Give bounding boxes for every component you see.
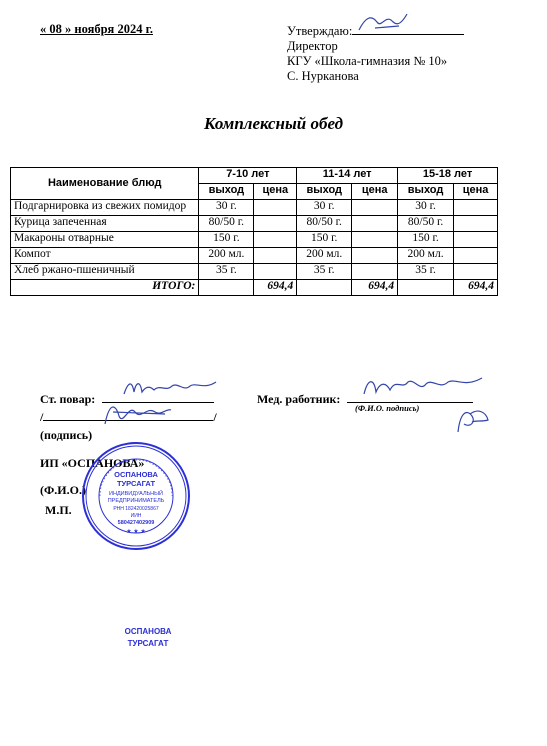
fio-sign-caption: (Ф.И.О. подпись) <box>355 403 420 413</box>
cook-handwritten-name <box>120 376 220 400</box>
total-value: 694,4 <box>352 280 398 296</box>
dish-yield: 150 г. <box>297 232 352 248</box>
company-stamp <box>80 440 192 552</box>
table-row <box>11 248 498 264</box>
yield-header: выход <box>398 184 454 200</box>
table-row <box>11 232 498 248</box>
dish-yield: 30 г. <box>199 200 254 216</box>
dish-price <box>352 216 398 232</box>
director-signature <box>355 8 415 36</box>
dish-price <box>254 216 297 232</box>
med-signature-scribble <box>452 404 492 436</box>
dish-price <box>254 232 297 248</box>
cook-label: Ст. повар: <box>40 392 96 406</box>
dish-price <box>352 248 398 264</box>
table-header-row <box>11 168 498 184</box>
dish-yield: 80/50 г. <box>199 216 254 232</box>
fio-label: (Ф.И.О.) <box>40 483 86 497</box>
dish-price <box>454 248 498 264</box>
stamp-impression <box>108 620 188 660</box>
dish-price <box>454 232 498 248</box>
total-value: 694,4 <box>254 280 297 296</box>
dish-yield: 30 г. <box>398 200 454 216</box>
table-row <box>11 216 498 232</box>
dish-yield: 35 г. <box>199 264 254 280</box>
price-header: цена <box>454 184 498 200</box>
director-name: С. Нурканова <box>287 69 359 83</box>
dish-price <box>454 264 498 280</box>
dish-yield: 35 г. <box>297 264 352 280</box>
total-value: 694,4 <box>454 280 498 296</box>
age-group-header: 11-14 лет <box>297 168 398 184</box>
school-name: КГУ «Школа-гимназия № 10» <box>287 54 448 68</box>
age-group-header: 7-10 лет <box>199 168 297 184</box>
dish-name: Макароны отварные <box>11 232 199 248</box>
total-empty <box>297 280 352 296</box>
signature-caption: (подпись) <box>40 428 93 442</box>
menu-table <box>10 167 498 296</box>
dish-yield: 80/50 г. <box>398 216 454 232</box>
price-header: цена <box>254 184 297 200</box>
document-date: « 08 » ноября 2024 г. <box>40 22 153 36</box>
company-name: ИП «ОСПАНОВА» <box>40 456 145 470</box>
stamp-bottom-line1: ОСПАНОВА <box>124 627 172 636</box>
dish-price <box>454 200 498 216</box>
seal-place-label: М.П. <box>45 503 72 517</box>
stamp-bottom-line2: ТУРСАГАТ <box>127 639 169 648</box>
yield-header: выход <box>199 184 254 200</box>
dish-price <box>254 248 297 264</box>
stamp-type-line1: ИНДИВИДУАЛЬНЫЙ <box>109 491 163 497</box>
dish-name: Компот <box>11 248 199 264</box>
total-label: ИТОГО: <box>11 280 199 296</box>
cook-signature-scribble <box>95 398 175 428</box>
stamp-type-line2: ПРЕДПРИНИМАТЕЛЬ <box>107 498 165 504</box>
stamp-top-line: ОСПАНОВА <box>114 470 158 479</box>
dish-yield: 200 мл. <box>199 248 254 264</box>
director-position: Директор <box>287 39 338 53</box>
total-empty <box>398 280 454 296</box>
dish-yield: 200 мл. <box>398 248 454 264</box>
dish-price <box>454 216 498 232</box>
stamp-iin: 580427402909 <box>117 520 155 526</box>
dish-price <box>352 264 398 280</box>
dish-price <box>352 232 398 248</box>
dish-yield: 200 мл. <box>297 248 352 264</box>
med-handwritten-name <box>360 374 485 398</box>
dish-yield: 150 г. <box>199 232 254 248</box>
dish-yield: 150 г. <box>398 232 454 248</box>
stamp-iin-label: ИИН <box>130 513 142 519</box>
stamp-name-line: ТУРСАГАТ <box>116 479 156 488</box>
age-group-header: 15-18 лет <box>398 168 498 184</box>
dish-name: Курица запеченная <box>11 216 199 232</box>
col-name-header: Наименование блюд <box>11 168 199 200</box>
price-header: цена <box>352 184 398 200</box>
dish-yield: 35 г. <box>398 264 454 280</box>
dish-name: Хлеб ржано-пшеничный <box>11 264 199 280</box>
table-row <box>11 200 498 216</box>
dish-name: Подгарнировка из свежих помидор <box>11 200 199 216</box>
dish-price <box>254 264 297 280</box>
stamp-stars: ★ ★ ★ <box>126 529 146 535</box>
cook-sign-line-row: / / <box>40 410 217 424</box>
total-row <box>11 280 498 296</box>
total-empty <box>199 280 254 296</box>
dish-yield: 80/50 г. <box>297 216 352 232</box>
page-title: Комплексный обед <box>203 114 344 133</box>
dish-price <box>254 200 297 216</box>
stamp-rnn: РНН 182420025867 <box>113 506 159 512</box>
yield-header: выход <box>297 184 352 200</box>
dish-price <box>352 200 398 216</box>
table-row <box>11 264 498 280</box>
med-label: Мед. работник: <box>257 392 341 406</box>
dish-yield: 30 г. <box>297 200 352 216</box>
approve-label: Утверждаю: <box>287 24 353 38</box>
